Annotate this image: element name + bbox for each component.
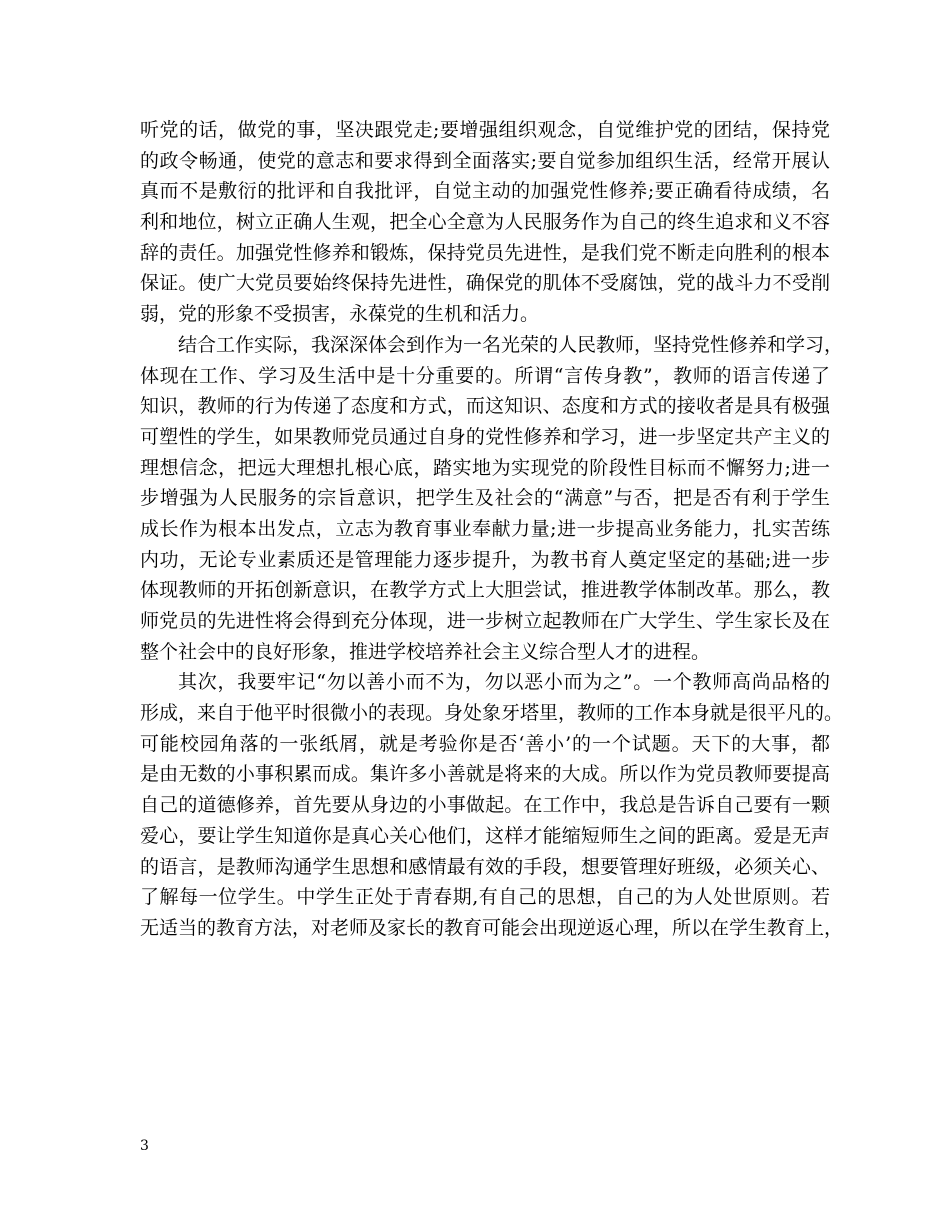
paragraph-3	[140, 667, 844, 943]
paragraph-2	[140, 330, 844, 668]
text-line: 其次，我要牢记“勿以善小而不为，勿以恶小而为之”。一个教师高尚品格的	[178, 671, 830, 694]
text-line: 整个社会中的良好形象，推进学校培养社会主义综合型人才的进程。	[140, 640, 711, 663]
text-line: 成长作为根本出发点，立志为教育事业奉献力量;进一步提高业务能力，扎实苦练	[140, 517, 830, 540]
text-line: 了解每一位学生。中学生正处于青春期,有自己的思想，自己的为人处世原则。若	[140, 886, 830, 909]
text-line: 的语言，是教师沟通学生思想和感情最有效的手段，想要管理好班级，必须关心、	[140, 855, 830, 878]
text-line: 弱，党的形象不受损害，永葆党的生机和活力。	[140, 303, 540, 326]
text-line: 是由无数的小事积累而成。集许多小善就是将来的大成。所以作为党员教师要提高	[140, 763, 830, 786]
text-line: 理想信念，把远大理想扎根心底，踏实地为实现党的阶段性目标而不懈努力;进一	[140, 456, 830, 479]
page-number: 3	[140, 1138, 149, 1154]
text-line: 利和地位，树立正确人生观，把全心全意为人民服务作为自己的终生追求和义不容	[140, 211, 830, 234]
text-line: 爱心，要让学生知道你是真心关心他们，这样才能缩短师生之间的距离。爱是无声	[140, 824, 830, 847]
text-line: 保证。使广大党员要始终保持先进性，确保党的肌体不受腐蚀，党的战斗力不受削	[140, 272, 830, 295]
text-line: 真而不是敷衍的批评和自我批评，自觉主动的加强党性修养;要正确看待成绩，名	[140, 180, 830, 203]
text-line: 无适当的教育方法，对老师及家长的教育可能会出现逆返心理，所以在学生教育上，	[140, 916, 844, 939]
text-line: 体现教师的开拓创新意识，在教学方式上大胆尝试，推进教学体制改革。那么，教	[140, 579, 830, 602]
body-text	[140, 115, 844, 944]
text-line: 可塑性的学生，如果教师党员通过自身的党性修养和学习，进一步坚定共产主义的	[140, 425, 830, 448]
text-line: 内功，无论专业素质还是管理能力逐步提升，为教书育人奠定坚定的基础;进一步	[140, 548, 830, 571]
text-line: 可能校园角落的一张纸屑，就是考验你是否‘善小’的一个试题。天下的大事，都	[140, 732, 830, 755]
text-line: 步增强为人民服务的宗旨意识，把学生及社会的“满意”与否，把是否有利于学生	[140, 487, 830, 510]
text-line: 知识，教师的行为传递了态度和方式，而这知识、态度和方式的接收者是具有极强	[140, 395, 830, 418]
text-line: 形成，来自于他平时很微小的表现。身处象牙塔里，教师的工作本身就是很平凡的。	[140, 702, 844, 725]
text-line: 辞的责任。加强党性修养和锻炼，保持党员先进性，是我们党不断走向胜利的根本	[140, 241, 830, 264]
text-line: 自己的道德修养，首先要从身边的小事做起。在工作中，我总是告诉自己要有一颗	[140, 794, 830, 817]
text-line: 听党的话，做党的事，坚决跟党走;要增强组织观念，自觉维护党的团结，保持党	[140, 119, 830, 141]
text-line: 师党员的先进性将会得到充分体现，进一步树立起教师在广大学生、学生家长及在	[140, 610, 830, 632]
paragraph-1	[140, 115, 830, 330]
text-line: 结合工作实际，我深深体会到作为一名光荣的人民教师，坚持党性修养和学习，	[178, 333, 844, 356]
text-line: 体现在工作、学习及生活中是十分重要的。所谓“言传身教”，教师的语言传递了	[140, 364, 830, 387]
text-line: 的政令畅通，使党的意志和要求得到全面落实;要自觉参加组织生活，经常开展认	[140, 149, 830, 172]
